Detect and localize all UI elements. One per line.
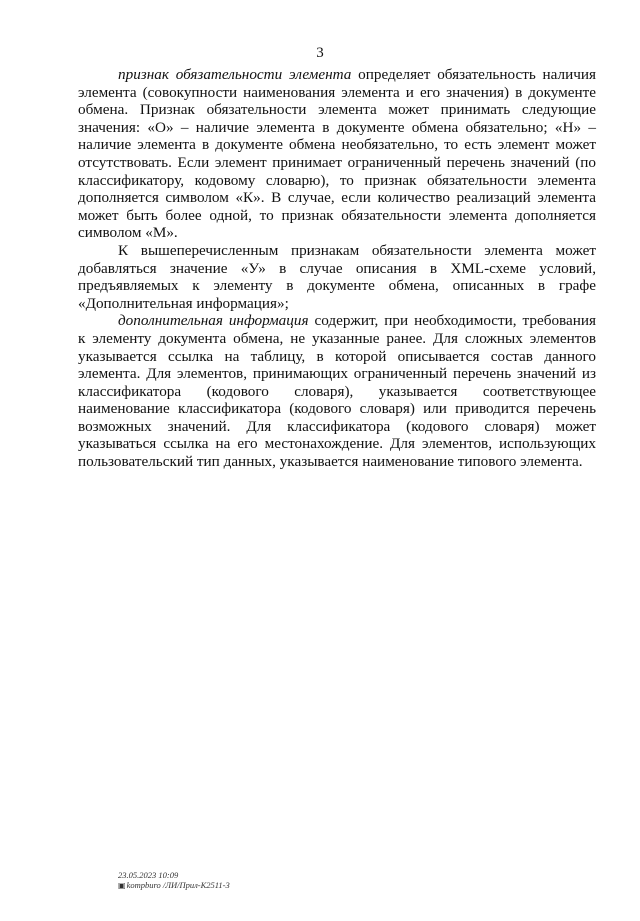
footer-timestamp: 23.05.2023 10:09	[118, 870, 179, 880]
body-text	[78, 66, 596, 471]
paragraph-mandatory-flag	[78, 66, 596, 242]
paragraph-text: определяет обязательность наличия элемента (совокупности наименования элемента и его значения) в документе обмена. Признак обязательности элемента может принимать следующие значения: «О» – наличие элемента в документе обмена обязательно; «Н» – наличие элемента в документе обмена необязательно, то есть элемент может отсутствовать. Если элемент принимает ограниченный перечень значений (по классификатору, кодовому словарю), то признак обязательности элемента дополняется символом «К». В случае, если количество реализаций элемента может быть более одной, то признак обязательности элемента дополняется символом «М».	[78, 66, 596, 242]
paragraph-condition-flag	[78, 242, 596, 312]
footer-stamp	[118, 870, 230, 891]
footer-file-line	[118, 880, 230, 891]
paragraph-additional-info	[78, 312, 596, 470]
stamp-icon: ▣	[118, 881, 126, 890]
page-number: 3	[316, 45, 324, 61]
paragraph-text: содержит, при необходимости, требования к элементу документа обмена, не указанные ранее. Для сложных элементов указывается ссылка на таблицу, в которой описывается состав данного элемента. Для элементов, принимающих ограниченный перечень значений из классификатора (кодового словаря), указывается соответствующее наименование классификатора (кодового словаря) или приводится перечень возможных значений. Для классификатора (кодового словаря) может указываться ссылка на его местонахождение. Для элементов, использующих пользовательский тип данных, указывается наименование типового элемента.	[78, 312, 596, 471]
paragraph-text: К вышеперечисленным признакам обязательности элемента может добавляться значение «У» в случае описания в XML-схеме условий, предъявляемых к элементу в документе обмена, описанных в графе «Дополнительная информация»;	[78, 241, 596, 312]
term-additional-info: дополнительная информация	[118, 312, 309, 330]
footer-file-reference: kompburo /ЛИ/Прил-К2511-3	[126, 880, 230, 890]
term-mandatory-flag: признак обязательности элемента	[118, 66, 352, 83]
